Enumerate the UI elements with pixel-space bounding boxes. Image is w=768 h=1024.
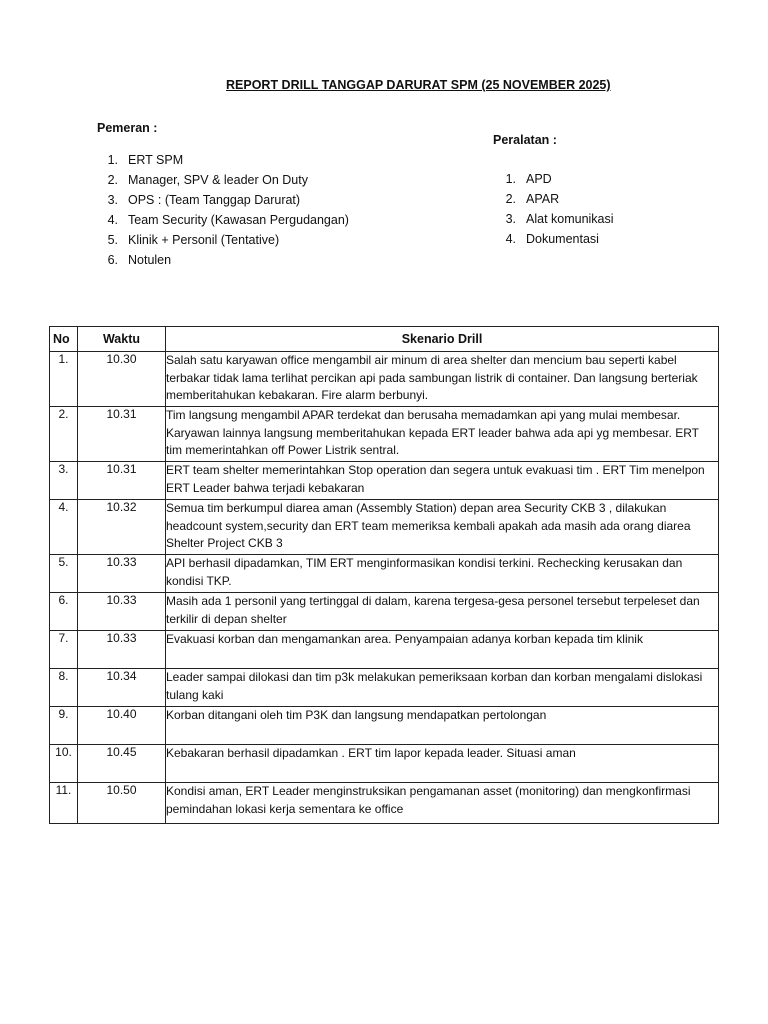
row-skenario: Salah satu karyawan office mengambil air minum di area shelter dan mencium bau seperti kabel terbakar tidak lama terlihat percikan api pada sambungan listrik di container. Dan langsung berteriak memberitahukan kebakaran. Fire alarm berbunyi. [166,352,719,407]
row-skenario: Semua tim berkumpul diarea aman (Assembly Station) depan area Security CKB 3 , dilakukan headcount system,security dan ERT team memeriksa kembali apakah ada masih ada orang diarea Shelter Project CKB 3 [166,500,719,555]
list-item: 4. Team Security (Kawasan Pergudangan) [107,213,349,227]
header-no: No [50,327,78,352]
row-waktu: 10.32 [78,500,166,555]
list-item: 5. Klinik + Personil (Tentative) [107,233,280,247]
row-waktu: 10.34 [78,669,166,707]
table-row [50,352,719,407]
row-waktu: 10.33 [78,631,166,669]
table-row [50,462,719,500]
row-no: 3. [50,462,78,500]
list-item: 3. Alat komunikasi [505,212,614,226]
header-waktu: Waktu [78,327,166,352]
document-title: REPORT DRILL TANGGAP DARURAT SPM (25 NOVEMBER 2025) [226,78,611,92]
list-item: 2. APAR [505,192,560,206]
row-no: 7. [50,631,78,669]
list-item: 2. Manager, SPV & leader On Duty [107,173,308,187]
list-item: 1. APD [505,172,552,186]
table-row [50,669,719,707]
row-waktu: 10.30 [78,352,166,407]
row-no: 11. [50,783,78,824]
row-no: 9. [50,707,78,745]
list-item: 1. ERT SPM [107,153,184,167]
row-skenario: Tim langsung mengambil APAR terdekat dan berusaha memadamkan api yang mulai membesar. Karyawan lainnya langsung memberitahukan kepada ERT leader bahwa ada api yg membesar. ERT tim memerintahkan off Power Listrik sentral. [166,407,719,462]
table-row [50,631,719,669]
pemeran-label: Pemeran : [97,121,158,135]
row-no: 10. [50,745,78,783]
table-row [50,707,719,745]
document-title-wrap [226,78,626,92]
row-skenario: Leader sampai dilokasi dan tim p3k melakukan pemeriksaan korban dan korban mengalami dislokasi tulang kaki [166,669,719,707]
row-skenario: Kondisi aman, ERT Leader menginstruksikan pengamanan asset (monitoring) dan mengkonfirmasi pemindahan lokasi kerja sementara ke office [166,783,719,824]
table-row [50,555,719,593]
table-header-row [50,327,719,352]
row-waktu: 10.40 [78,707,166,745]
row-skenario: Korban ditangani oleh tim P3K dan langsung mendapatkan pertolongan [166,707,719,745]
row-no: 5. [50,555,78,593]
row-no: 8. [50,669,78,707]
table-row [50,500,719,555]
table-row [50,745,719,783]
row-waktu: 10.31 [78,462,166,500]
list-item: 6. Notulen [107,253,172,267]
table-row [50,783,719,824]
row-waktu: 10.33 [78,555,166,593]
row-no: 6. [50,593,78,631]
row-no: 1. [50,352,78,407]
skenario-drill-table [49,326,719,824]
row-skenario: Masih ada 1 personil yang tertinggal di dalam, karena tergesa-gesa personel tersebut terpeleset dan terkilir di depan shelter [166,593,719,631]
row-waktu: 10.33 [78,593,166,631]
row-waktu: 10.45 [78,745,166,783]
pemeran-list [93,150,349,270]
table-row [50,407,719,462]
list-item: 3. OPS : (Team Tanggap Darurat) [107,193,301,207]
table-row [50,593,719,631]
row-skenario: API berhasil dipadamkan, TIM ERT menginformasikan kondisi terkini. Rechecking kerusakan dan kondisi TKP. [166,555,719,593]
header-skenario: Skenario Drill [166,327,719,352]
row-no: 2. [50,407,78,462]
row-skenario: ERT team shelter memerintahkan Stop operation dan segera untuk evakuasi tim . ERT Tim menelpon ERT Leader bahwa terjadi kebakaran [166,462,719,500]
peralatan-list [491,169,614,249]
row-skenario: Kebakaran berhasil dipadamkan . ERT tim lapor kepada leader. Situasi aman [166,745,719,783]
row-waktu: 10.50 [78,783,166,824]
row-waktu: 10.31 [78,407,166,462]
peralatan-label: Peralatan : [493,133,557,147]
row-skenario: Evakuasi korban dan mengamankan area. Penyampaian adanya korban kepada tim klinik [166,631,719,669]
list-item: 4. Dokumentasi [505,232,599,246]
row-no: 4. [50,500,78,555]
